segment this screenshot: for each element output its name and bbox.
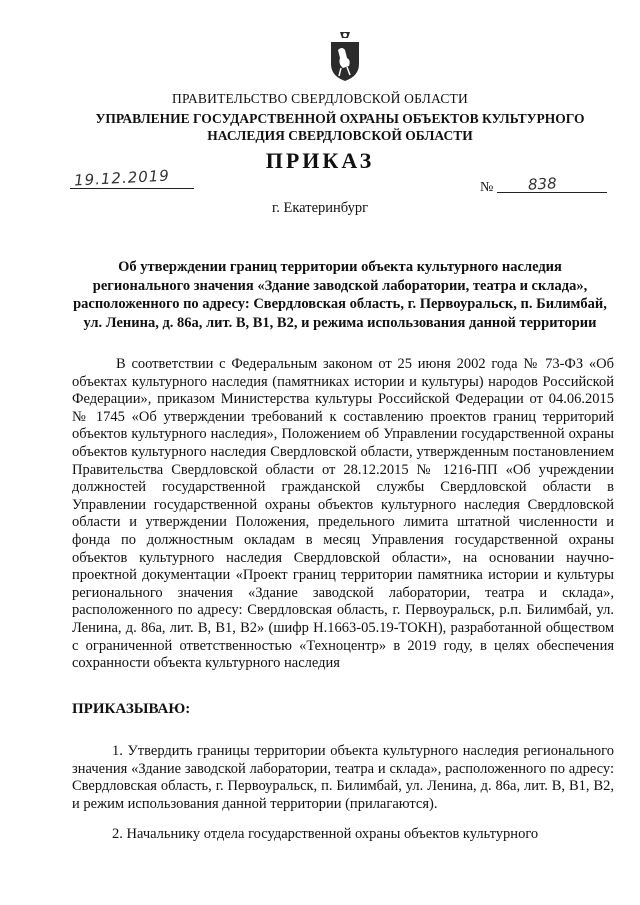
order-item-1: 1. Утвердить границы территории объекта культурного наследия регионального значения «Здание заводской лаборатории, театра и склада», расположенного по адресу: Свердловская область, г. Первоуральск, п. Билимбай, ул. Ленина, д. 86а, лит. В, В1, В2, и режим использования данной территории (прилагаются). <box>72 743 614 812</box>
order-heading: ПРИКАЗЫВАЮ: <box>72 701 191 717</box>
coat-of-arms-emblem <box>328 30 362 82</box>
department-name: УПРАВЛЕНИЕ ГОСУДАРСТВЕННОЙ ОХРАНЫ ОБЪЕКТОВ КУЛЬТУРНОГО НАСЛЕДИЯ СВЕРДЛОВСКОЙ ОБЛАСТИ <box>95 111 585 143</box>
handwritten-number: 838 <box>527 174 558 194</box>
number-label: № <box>480 180 494 195</box>
date-underline <box>70 188 194 189</box>
order-title: Об утверждении границ территории объекта культурного наследия регионального значения «Здание заводской лаборатории, театра и склада», расположенного по адресу: Свердловская область, г. Первоуральск, п. Билимбай, ул. Ленина, д. 86а, лит. В, В1, В2, и режима использования данной территории <box>73 259 607 331</box>
handwritten-date: 19.12.2019 <box>73 166 171 190</box>
number-underline <box>497 192 607 193</box>
government-name: ПРАВИТЕЛЬСТВО СВЕРДЛОВСКОЙ ОБЛАСТИ <box>172 91 468 106</box>
city-name: г. Екатеринбург <box>271 200 369 216</box>
document-type: ПРИКАЗ <box>265 148 375 173</box>
preamble-paragraph: В соответствии с Федеральным законом от 25 июня 2002 года № 73-ФЗ «Об объектах культурного наследия (памятниках истории и культуры) народов Российской Федерации», приказом Министерства культуры Российской Федерации от 04.06.2015 № 1745 «Об утверждении требований к составлению проектов границ территорий объектов культурного наследия», Положением об Управлении государственной охраны объектов культурного наследия Свердловской области, утвержденным постановлением Правительства Свердловской области от 28.12.2015 № 1216-ПП «Об учреждении должностей государственной гражданской службы Свердловской области в Управлении государственной охраны объектов культурного наследия Свердловской области и утверждении Положения, предельного лимита штатной численности и фонда по должностным окладам в месяц Управления государственной охраны объектов культурного наследия Свердловской области», на основании научно-проектной документации «Проект границ территории памятника истории и культуры регионального значения «Здание заводской лаборатории, театра и склада», расположенного по адресу: Свердловская область, г. Первоуральск, р.п. Билимбай, ул. Ленина, д. 86а, лит. В, В1, В2» (шифр Н.1663-05.19-ТОКН), разработанной обществом с ограниченной ответственностью «Техноцентр» в 2019 году, в целях обеспечения сохранности объекта культурного наследия <box>72 356 614 672</box>
order-item-2: 2. Начальнику отдела государственной охраны объектов культурного <box>112 826 539 842</box>
